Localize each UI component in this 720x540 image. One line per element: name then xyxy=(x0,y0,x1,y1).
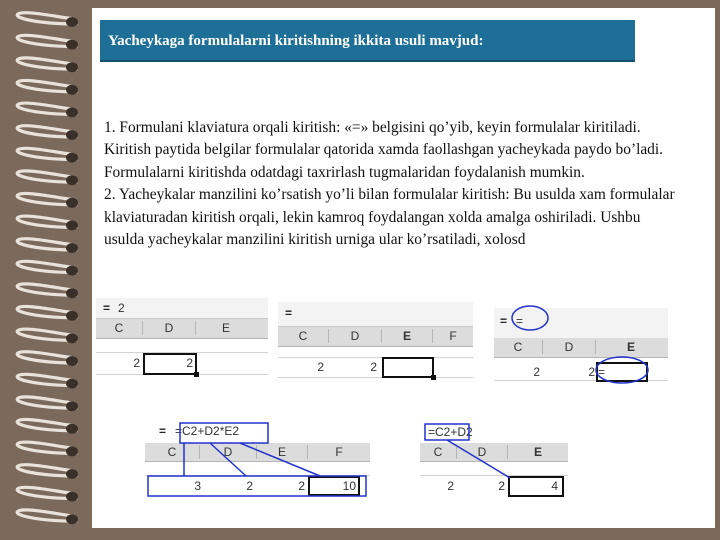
title-bar xyxy=(100,20,635,62)
column-header-d: D xyxy=(143,321,196,335)
active-cell xyxy=(382,357,434,378)
cell-c2: 2 xyxy=(447,479,454,493)
formula-bar xyxy=(278,302,473,327)
cell-d2: 2 xyxy=(186,356,193,370)
column-headers xyxy=(420,443,568,462)
grid-line xyxy=(278,377,473,378)
column-header-c: C xyxy=(96,321,143,335)
formula-equals-icon: = xyxy=(285,306,293,320)
column-header-d: D xyxy=(200,445,257,459)
column-header-c: C xyxy=(420,445,457,459)
column-header-e: E xyxy=(533,445,542,459)
binding-hole xyxy=(66,153,78,163)
body-text xyxy=(104,117,679,251)
binding-hole xyxy=(66,243,78,253)
cell-c2: 2 xyxy=(533,365,540,379)
column-header-e: E xyxy=(626,340,635,354)
cell-c2: 2 xyxy=(317,360,324,374)
screenshot-formula-result xyxy=(420,420,568,500)
column-headers xyxy=(96,319,268,339)
paragraph-method-2: 2. Yacheykalar manzilini ko’rsatish yo’li bilan formulalar kiritish: Bu usulda xam formulalar klaviaturadan kiritish orqali, lekin kamroq foydalangan xolda amalga oshiriladi. Ushbu usulda yacheykalar manzilini kiritish urniga ular ko’rsatiladi, xolosd xyxy=(104,186,675,249)
binding-hole xyxy=(66,469,78,479)
binding-hole xyxy=(66,492,78,502)
binding-hole xyxy=(66,514,78,524)
column-header-c: C xyxy=(278,329,329,343)
binding-hole xyxy=(66,333,78,343)
binding-hole xyxy=(66,311,78,321)
formula-bar xyxy=(96,298,268,319)
binding-hole xyxy=(66,40,78,50)
binding-hole xyxy=(66,379,78,389)
screenshot-type-equals xyxy=(494,296,668,388)
column-header-e: E xyxy=(257,445,308,459)
formula-bar-value: = xyxy=(516,314,524,328)
column-headers xyxy=(145,443,370,462)
cell-e2: 2 xyxy=(298,479,305,493)
formula-bar-value: =C2+D2*E2 xyxy=(175,424,240,438)
cell-d2: 2 xyxy=(370,360,377,374)
cell-e2: 4 xyxy=(551,479,558,493)
formula-bar-value: =C2+D2 xyxy=(428,425,473,439)
cell-d2: 2 xyxy=(498,479,505,493)
binding-hole xyxy=(66,288,78,298)
fill-handle-icon xyxy=(431,375,436,380)
binding-hole xyxy=(66,17,78,27)
screenshot-formula-pointing xyxy=(145,420,370,500)
binding-hole xyxy=(66,107,78,117)
formula-equals-icon: = xyxy=(103,301,111,315)
cell-f2: 10 xyxy=(342,479,356,493)
binding-hole xyxy=(66,85,78,95)
column-header-c: C xyxy=(494,340,543,354)
column-header-c: C xyxy=(145,445,200,459)
formula-bar xyxy=(420,420,568,442)
binding-hole xyxy=(66,446,78,456)
formula-bar-value: 2 xyxy=(118,301,125,315)
screenshot-typing-formula xyxy=(96,298,268,388)
cell-e2: = xyxy=(598,365,606,379)
column-header-d: D xyxy=(457,445,508,459)
fill-handle-icon xyxy=(194,372,199,377)
column-header-e: E xyxy=(382,329,433,343)
column-header-d: D xyxy=(329,329,382,343)
binding-hole xyxy=(66,130,78,140)
spiral-binding xyxy=(0,0,92,540)
grid-line xyxy=(278,357,473,358)
formula-equals-icon: = xyxy=(500,314,508,328)
slide-title: Yacheykaga formulalarni kiritishning ikkita usuli mavjud: xyxy=(108,33,484,49)
column-header-d: D xyxy=(543,340,596,354)
formula-bar xyxy=(494,308,668,339)
binding-hole xyxy=(66,424,78,434)
paragraph-method-1: 1. Formulani klaviatura orqali kiritish: «=» belgisini qo’yib, keyin formulalar kiritiladi. Kiritish paytida belgilar formulalar qatorida xamda faollashgan yacheykada paydo bo’ladi. Formulalarni kiritishda odatdagi taxrirlash tugmalaridan foydalanish mumkin. xyxy=(104,119,663,181)
binding-hole xyxy=(66,266,78,276)
column-header-e: E xyxy=(221,321,230,335)
cell-d2: 2 xyxy=(246,479,253,493)
cell-c2: 3 xyxy=(194,479,201,493)
binding-hole xyxy=(66,198,78,208)
column-headers xyxy=(494,338,668,358)
binding-hole xyxy=(66,401,78,411)
binding-hole xyxy=(66,356,78,366)
screenshot-select-cell xyxy=(278,298,473,388)
binding-hole xyxy=(66,62,78,72)
column-header-f: F xyxy=(335,445,343,459)
cell-d2: 2 xyxy=(588,365,595,379)
column-headers xyxy=(278,327,473,347)
column-header-f: F xyxy=(449,329,457,343)
binding-hole xyxy=(66,220,78,230)
binding-hole xyxy=(66,175,78,185)
formula-equals-icon: = xyxy=(159,424,167,438)
formula-bar xyxy=(145,420,370,442)
cell-c2: 2 xyxy=(133,356,140,370)
